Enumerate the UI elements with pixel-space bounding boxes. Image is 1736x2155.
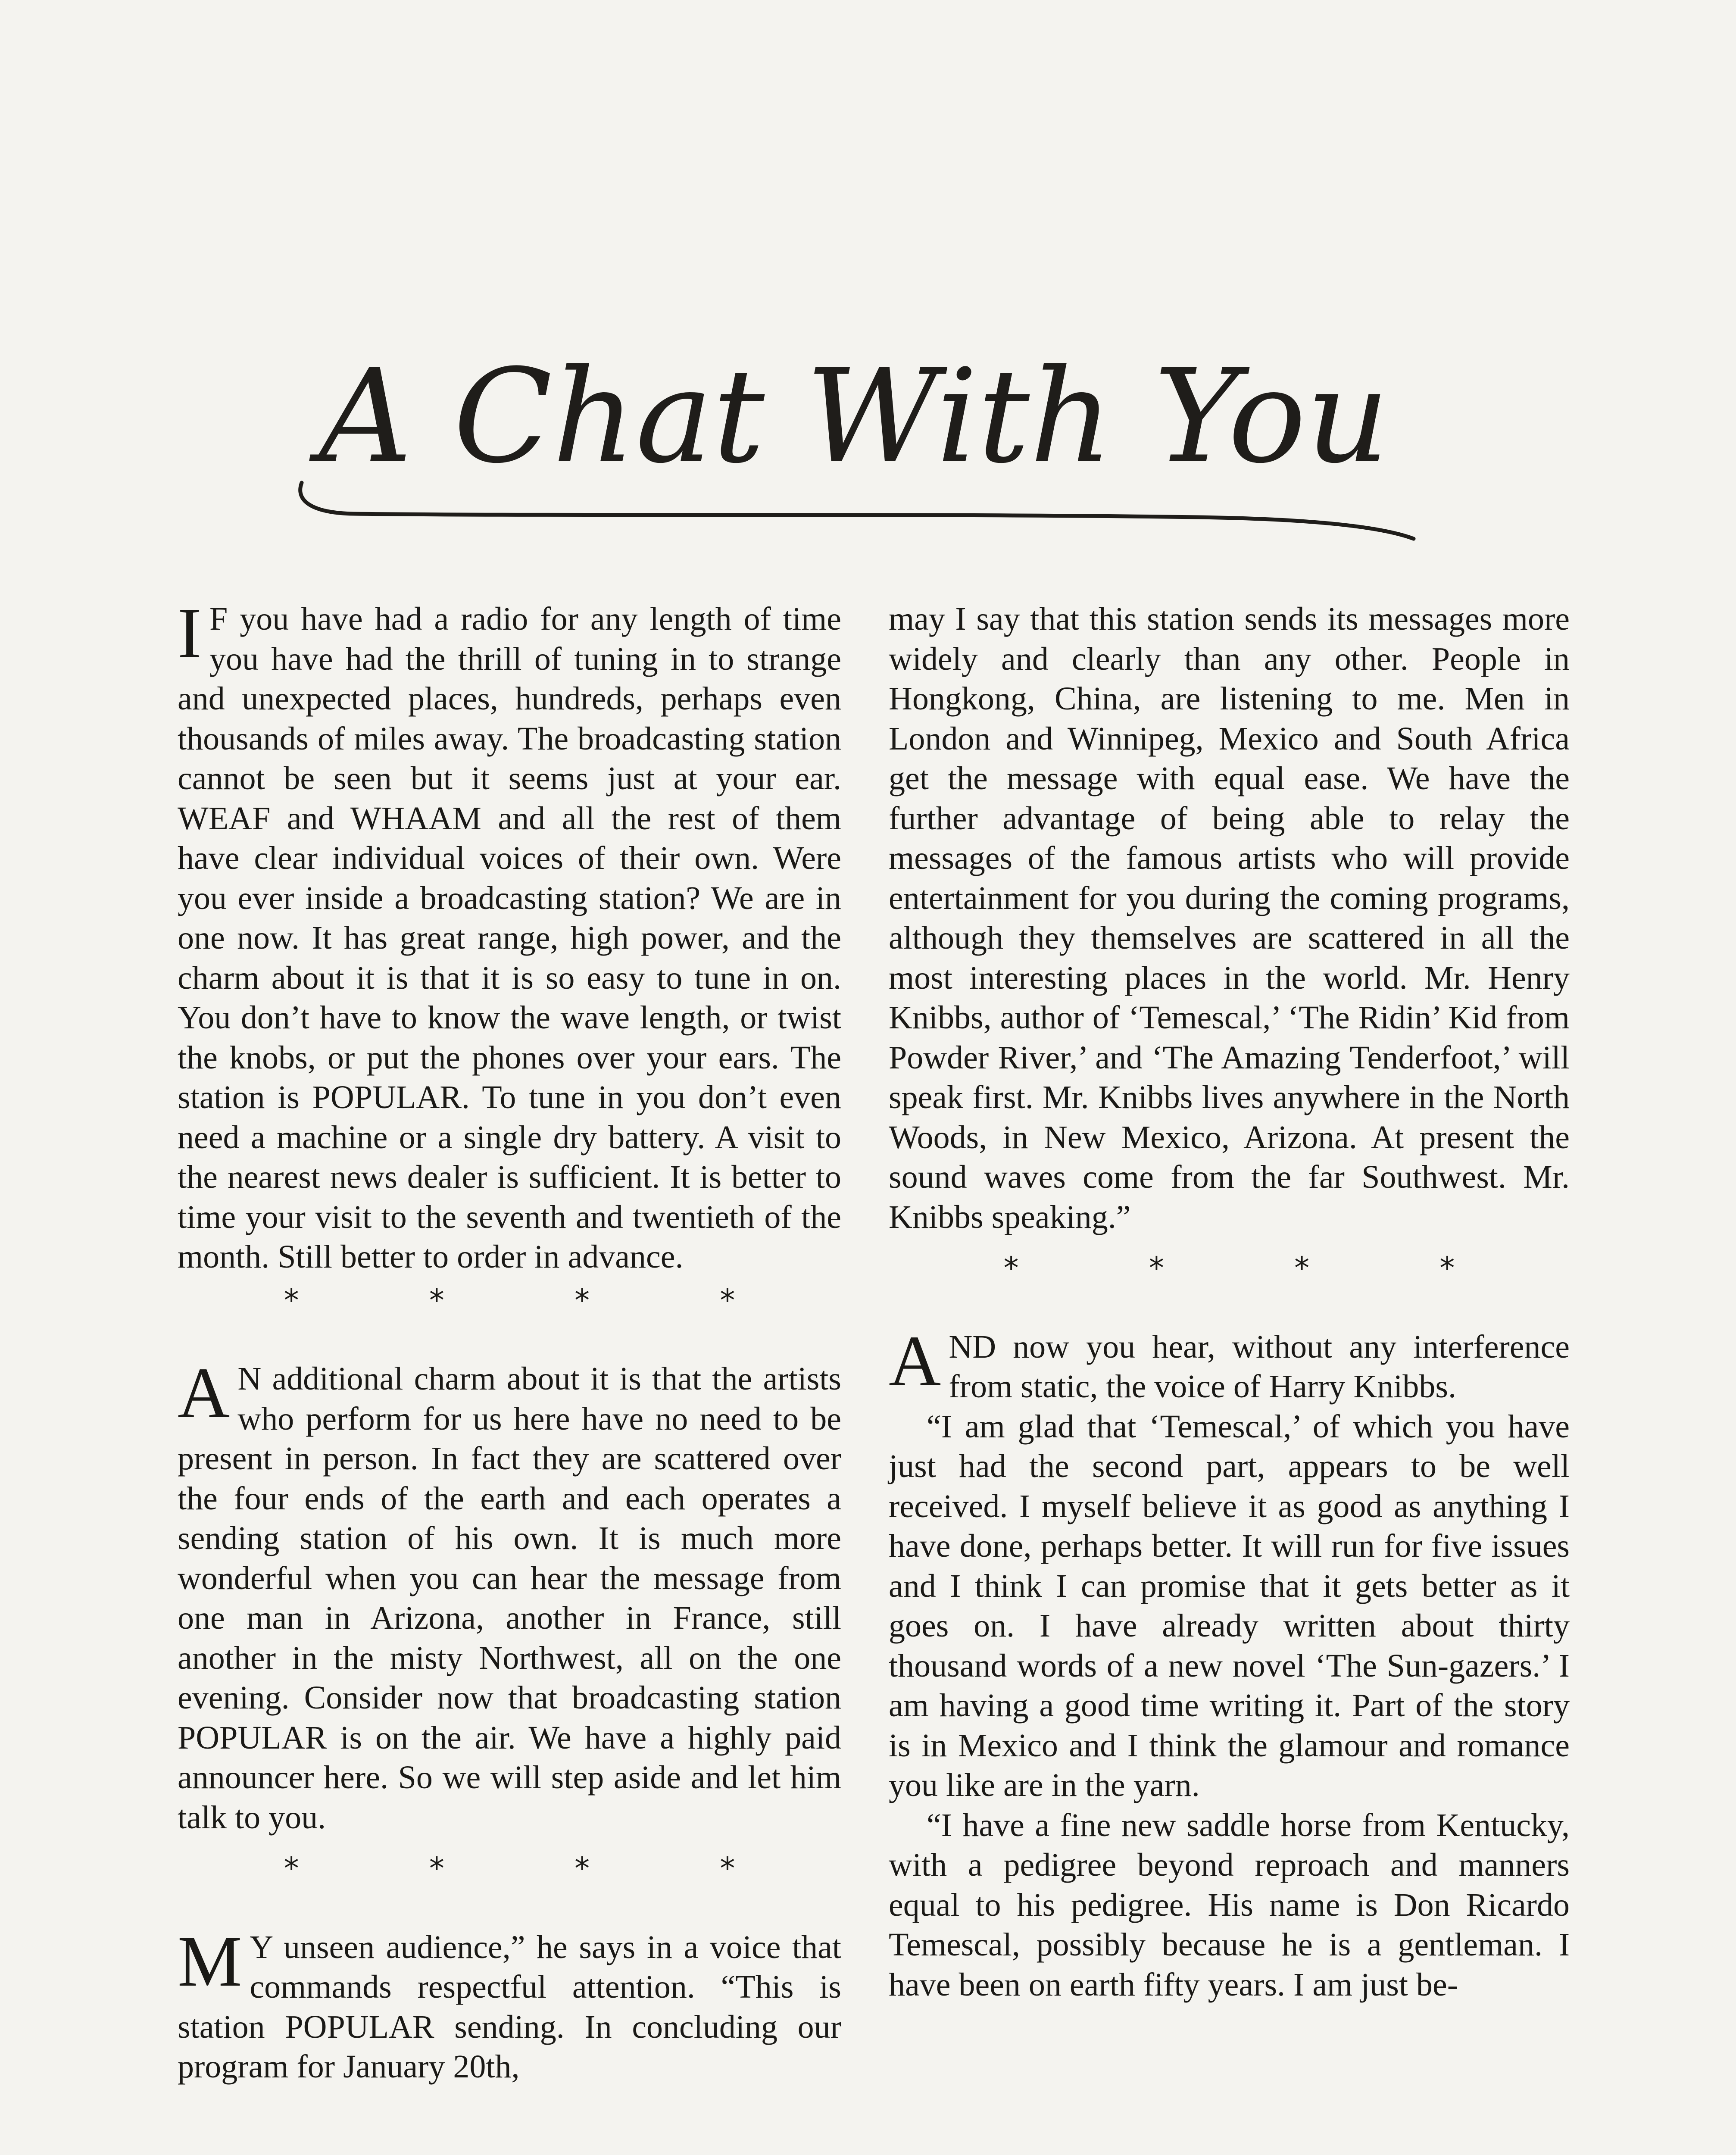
paragraph-text: “I am glad that ‘Temescal,’ of which you have just had the second part, appears to be well received. I myself believe it as good as anything I have done, perhaps better. It will run for five issues and I think I can promise that it gets better as it goes on. I have already written about thirty thousand words of a new novel ‘The Sun-gazers.’ I am having a good time writing it. Part of the story is in Mexico and I think the glamour and romance you like are in the yarn. (889, 1408, 1570, 1803)
drop-cap: A (178, 1353, 230, 1433)
paragraph-text: Y unseen audience,” he says in a voice that commands respectful attention. “This is station POPULAR sending. In concluding our program for January 20th, (178, 1929, 841, 2085)
section-divider: * * * * (284, 1282, 796, 1318)
title-text: A Chat With You (319, 341, 1389, 492)
drop-cap: M (178, 1921, 242, 2002)
section-divider: * * * * (284, 1851, 796, 1886)
paragraph-text: N additional charm about it is that the artists who perform for us here have no need to be present in person. In fact they are scattered over the four ends of the earth and each operates a sending station of his own. It is much more wonderful when you can hear the message from one man in Arizona, another in France, still another in the misty Northwest, all on the one evening. Consider now that broadcasting station POPULAR is on the air. We have a highly paid announcer here. So we will step aside and let him talk to you. (178, 1361, 841, 1836)
script-title-graphic (293, 341, 1431, 552)
drop-cap: I (178, 593, 202, 673)
paragraph (178, 1921, 841, 2087)
paragraph (889, 1407, 1570, 1805)
page-title (293, 341, 1431, 552)
paragraph (889, 1805, 1570, 2005)
left-column (178, 593, 841, 2087)
section-divider: * * * * (1003, 1250, 1515, 1286)
paragraph-text: ND now you hear, without any interference from static, the voice of Harry Knibbs. (949, 1328, 1570, 1405)
paragraph (178, 593, 841, 1277)
drop-cap: A (889, 1321, 941, 1401)
paragraph (889, 1321, 1570, 1407)
paragraph (889, 599, 1570, 1237)
right-column (889, 599, 1570, 2005)
paragraph-text: “I have a fine new saddle horse from Kentucky, with a pedigree beyond reproach and manners equal to his pedigree. His name is Don Ricardo Temescal, possibly because he is a gentleman. I have been on earth fifty years. I am just be- (889, 1807, 1570, 2003)
paragraph (178, 1353, 841, 1837)
paragraph-text: F you have had a radio for any length of time you have had the thrill of tuning in to strange and unexpected places, hundreds, perhaps even thousands of miles away. The broadcasting station cannot be seen but it seems just at your ear. WEAF and WHAAM and all the rest of them have clear individual voices of their own. Were you ever inside a broadcasting station? We are in one now. It has great range, high power, and the charm about it is that it is so easy to tune in on. You don’t have to know the wave length, or twist the knobs, or put the phones over your ears. The station is POPULAR. To tune in you don’t even need a machine or a single dry battery. A visit to the nearest news dealer is sufficient. It is better to time your visit to the seventh and twentieth of the month. Still better to order in advance. (178, 601, 841, 1275)
paragraph-text: may I say that this station sends its messages more widely and clearly than any other. People in Hongkong, China, are listening to me. Men in London and Winnipeg, Mexico and South Africa get the message with equal ease. We have the further advantage of being able to relay the messages of the famous artists who will provide entertainment for you during the coming programs, although they themselves are scattered in all the most interesting places in the world. Mr. Henry Knibbs, author of ‘Temescal,’ ‘The Ridin’ Kid from Powder River,’ and ‘The Amazing Tenderfoot,’ will speak first. Mr. Knibbs lives anywhere in the North Woods, in New Mexico, Arizona. At present the sound waves come from the far Southwest. Mr. Knibbs speaking.” (889, 601, 1570, 1235)
